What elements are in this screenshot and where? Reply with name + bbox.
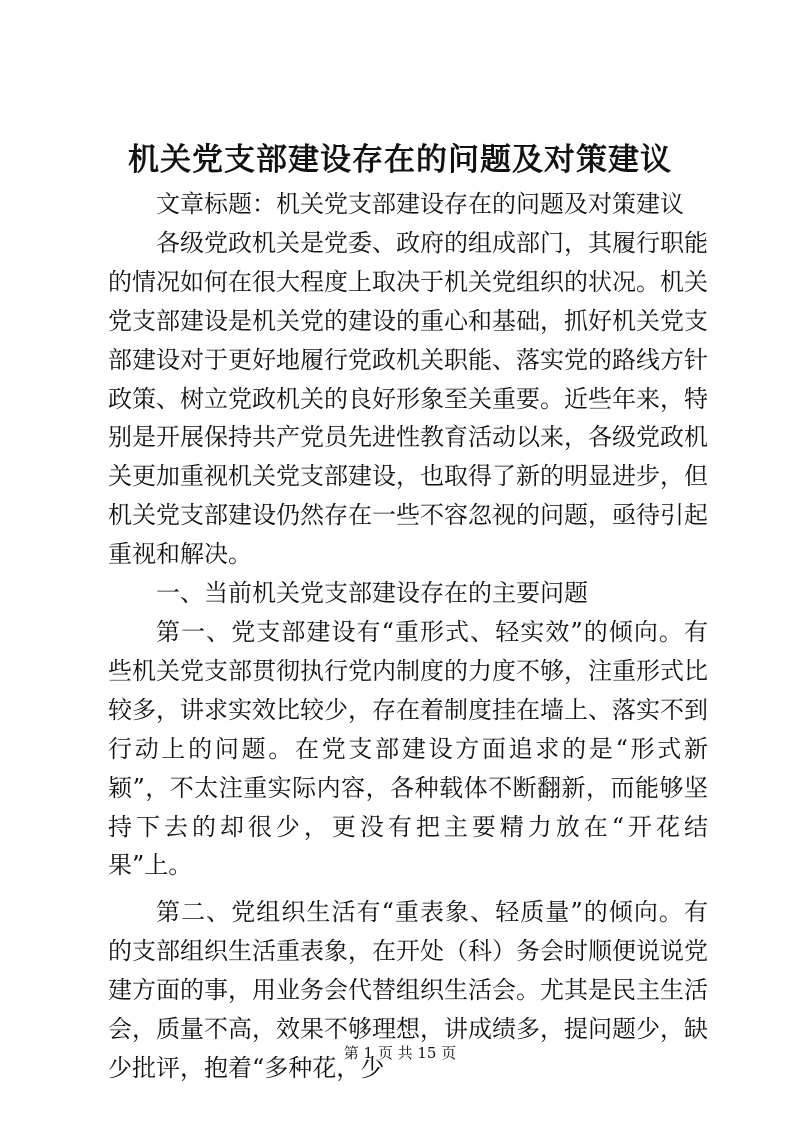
document-body: [108, 185, 708, 1088]
document-title: 机关党支部建设存在的问题及对策建议: [128, 142, 672, 178]
intro-paragraph: 各级党政机关是党委、政府的组成部门，其履行职能的情况如何在很大程度上取决于机关党组织的状况。机关党支部建设是机关党的建设的重心和基础，抓好机关党支部建设对于更好地履行党政机关职能、落实党的路线方针政策、树立党政机关的良好形象至关重要。近些年来，特别是开展保持共产党员先进性教育活动以来，各级党政机关更加重视机关党支部建设，也取得了新的明显进步，但机关党支部建设仍然存在一些不容忽视的问题，亟待引起重视和解决。: [108, 228, 708, 569]
page-number-footer: 第 1 页 共 15 页: [343, 1044, 457, 1062]
paragraph-second-issue: 第二、党组织生活有“重表象、轻质量”的倾向。有的支部组织生活重表象，在开处（科）务会时顺便说说党建方面的事，用业务会代替组织生活会。尤其是民主生活会，质量不高，效果不够理想，讲成绩多，提问题少，缺少批评，抱着“多种花，少: [108, 898, 708, 1082]
section-heading: 一、当前机关党支部建设存在的主要问题: [156, 579, 588, 608]
paragraph-first-issue: 第一、党支部建设有“重形式、轻实效”的倾向。有些机关党支部贯彻执行党内制度的力度不够，注重形式比较多，讲求实效比较少，存在着制度挂在墙上、落实不到行动上的问题。在党支部建设方面追求的是“形式新颖”，不太注重实际内容，各种载体不断翻新，而能够坚持下去的却很少，更没有把主要精力放在“开花结果”上。: [108, 617, 708, 880]
article-title-line: 文章标题：机关党支部建设存在的问题及对策建议: [156, 190, 684, 218]
